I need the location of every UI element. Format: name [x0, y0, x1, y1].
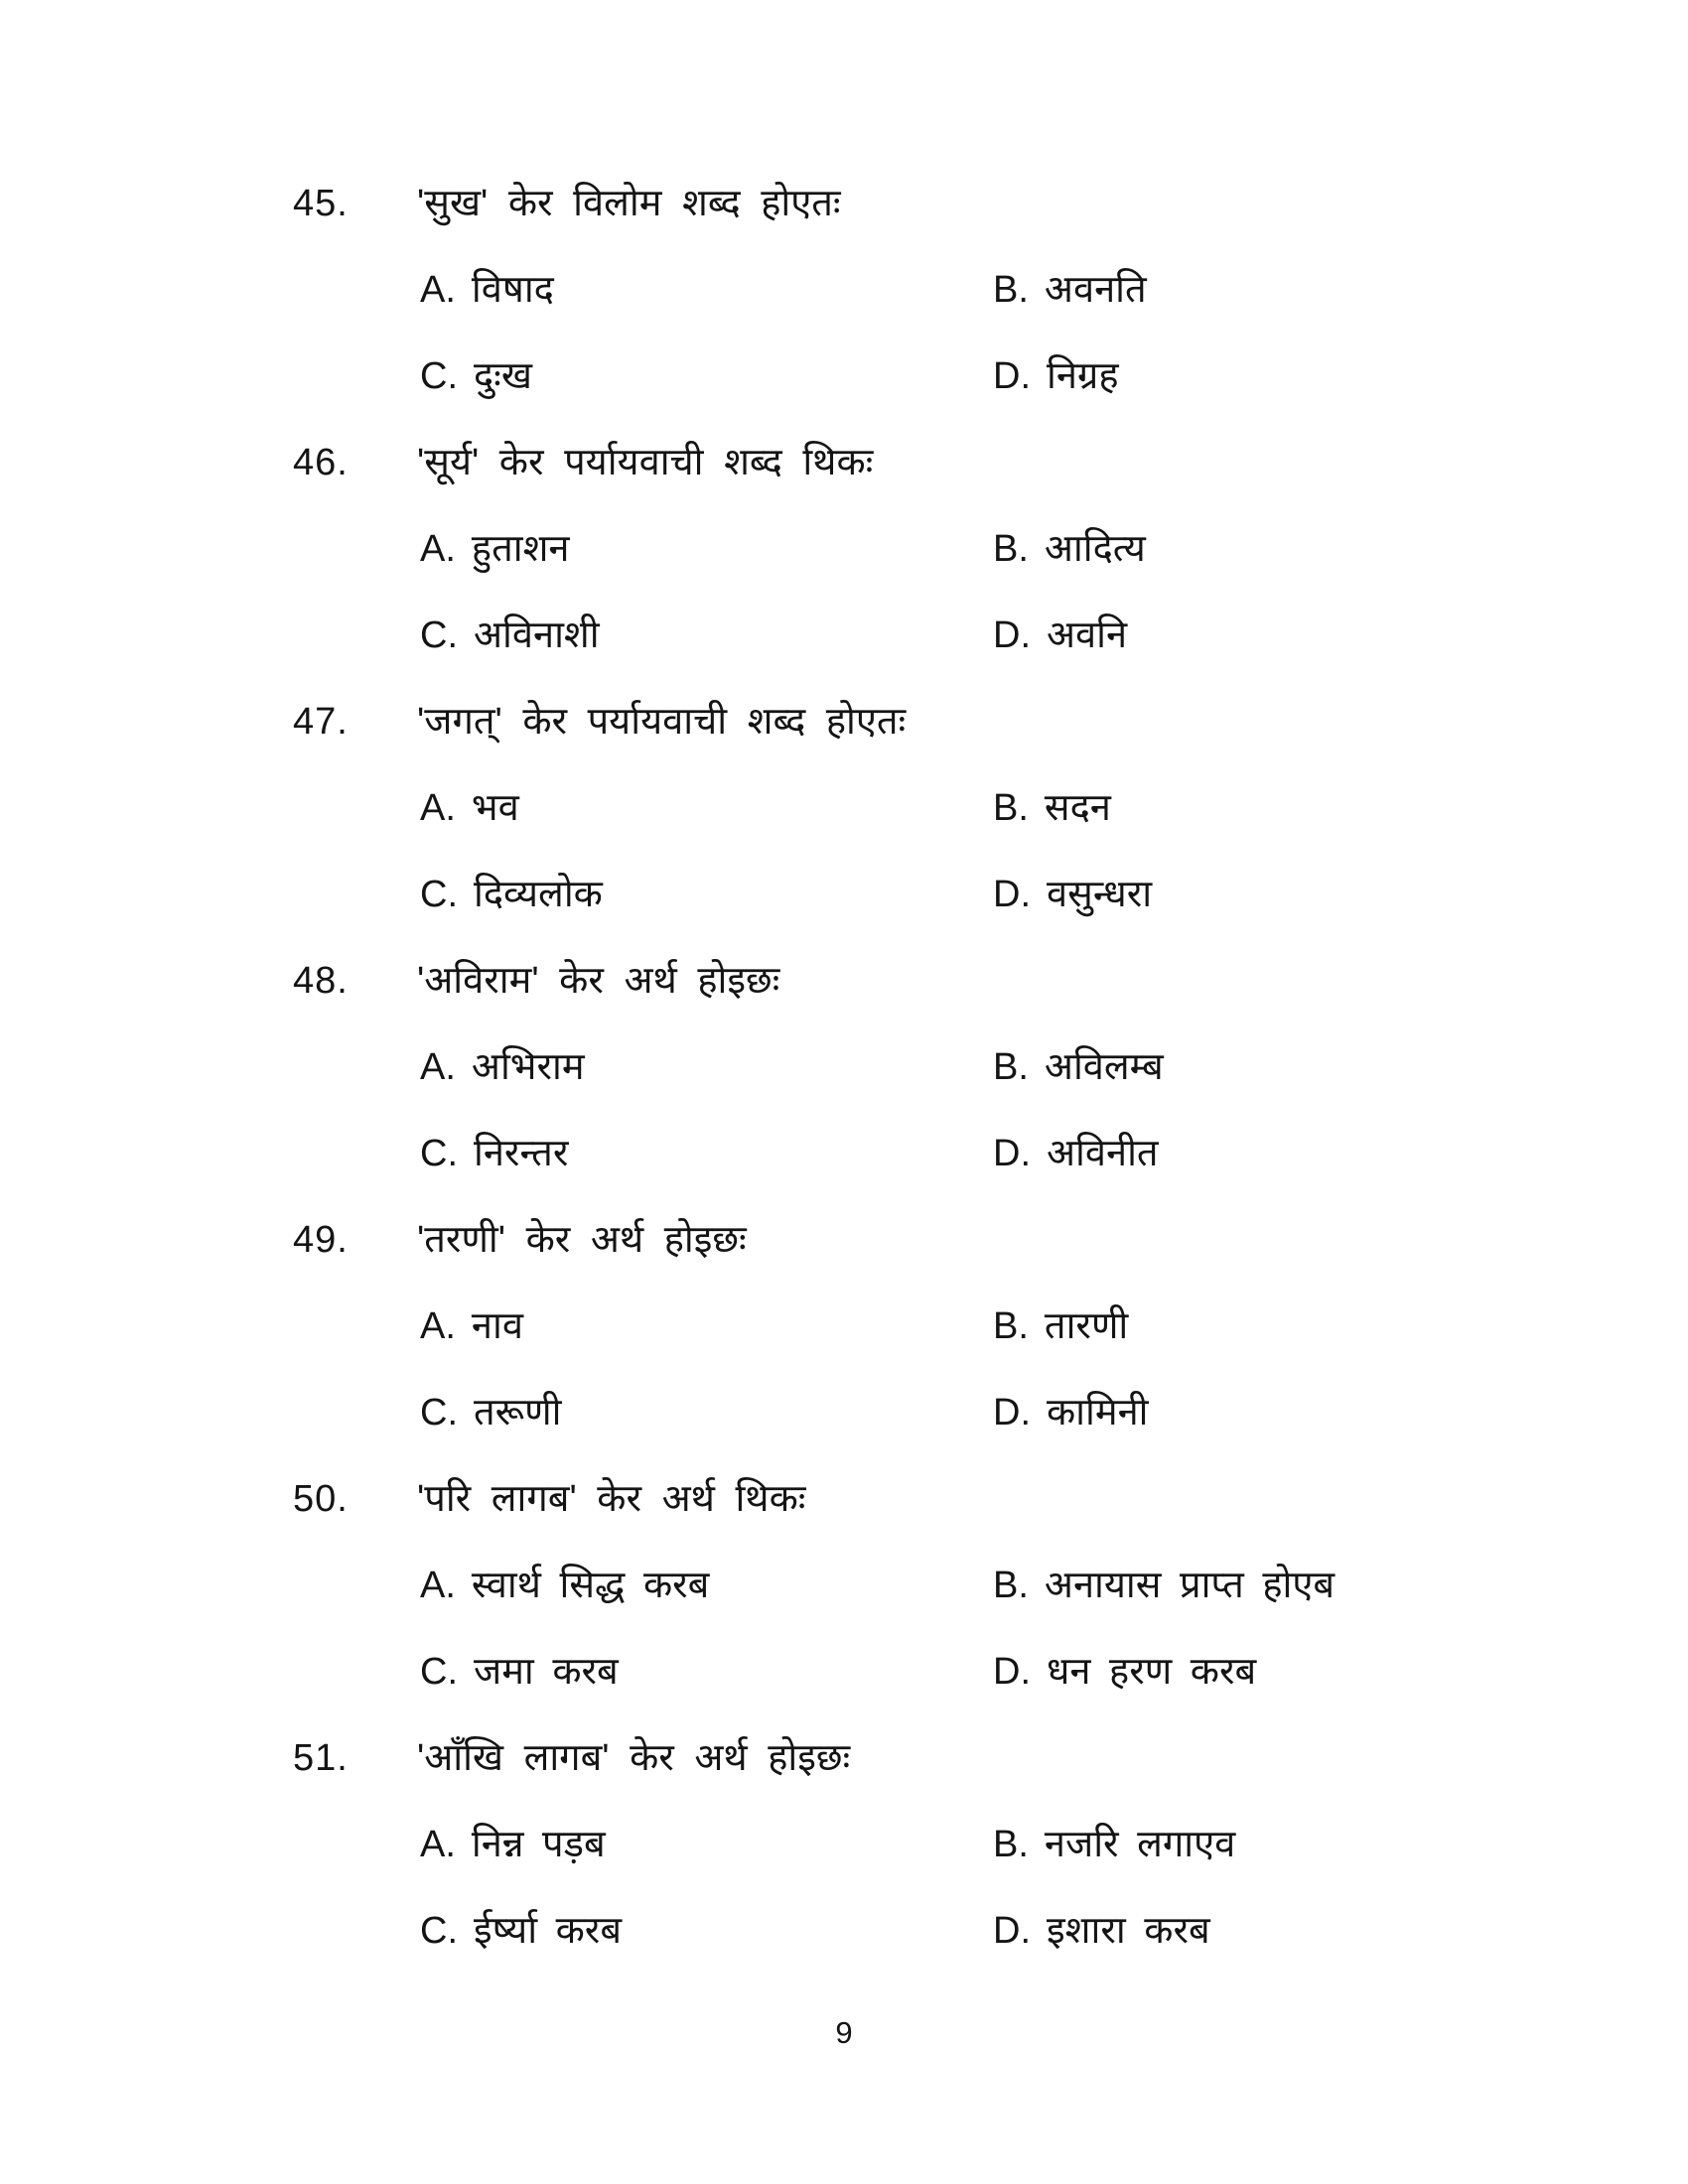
option-a — [420, 1046, 993, 1090]
option-text: आदित्य — [1044, 527, 1146, 570]
option-label: C. — [420, 1391, 458, 1433]
options-row-ab — [0, 765, 1688, 852]
option-label: C. — [420, 354, 458, 397]
question-row — [0, 161, 1688, 247]
option-text: अविलम्ब — [1044, 1045, 1164, 1088]
options-row-cd — [0, 1629, 1688, 1715]
question-text: 'सूर्य' केर पर्यायवाची शब्द थिकः — [417, 441, 874, 483]
option-text: इशारा करब — [1047, 1909, 1210, 1952]
option-c — [420, 1910, 993, 1954]
option-d — [993, 1392, 1149, 1435]
question-number: 49. — [293, 1218, 349, 1261]
question-number: 46. — [293, 441, 349, 483]
option-text: अवनति — [1044, 268, 1147, 311]
question-block-50 — [0, 1456, 1688, 1715]
question-block-51 — [0, 1715, 1688, 1975]
option-d — [993, 1910, 1210, 1954]
option-text: कामिनी — [1047, 1391, 1149, 1433]
option-a — [420, 1824, 993, 1867]
options-row-cd — [0, 1111, 1688, 1197]
option-label: D. — [993, 614, 1031, 656]
option-label: C. — [420, 614, 458, 656]
question-text: 'जगत्' केर पर्यायवाची शब्द होएतः — [417, 700, 907, 743]
option-b — [993, 787, 1111, 831]
option-b — [993, 1046, 1164, 1090]
option-label: D. — [993, 1132, 1031, 1174]
option-label: A. — [420, 1045, 456, 1088]
options-row-cd — [0, 852, 1688, 938]
question-text: 'परि लागब' केर अर्थ थिकः — [417, 1477, 806, 1520]
option-text: भव — [471, 786, 519, 829]
option-text: हुताशन — [471, 527, 570, 570]
option-label: B. — [993, 527, 1029, 570]
question-row — [0, 420, 1688, 506]
option-c — [420, 614, 993, 658]
option-label: B. — [993, 1564, 1029, 1606]
options-row-ab — [0, 1543, 1688, 1629]
option-text: निग्रह — [1047, 354, 1119, 397]
option-b — [993, 269, 1147, 313]
question-block-46 — [0, 420, 1688, 679]
question-text: 'तरणी' केर अर्थ होइछः — [417, 1218, 747, 1261]
option-text: नाव — [471, 1304, 523, 1347]
option-label: B. — [993, 268, 1029, 311]
option-text: अवनि — [1047, 614, 1128, 656]
option-c — [420, 1133, 993, 1176]
question-text: 'सुख' केर विलोम शब्द होएतः — [417, 182, 841, 224]
question-row — [0, 679, 1688, 765]
question-row — [0, 1456, 1688, 1543]
option-d — [993, 1651, 1256, 1695]
option-label: B. — [993, 1304, 1029, 1347]
question-row — [0, 1197, 1688, 1284]
option-label: A. — [420, 268, 456, 311]
options-row-ab — [0, 1802, 1688, 1888]
option-label: C. — [420, 873, 458, 915]
option-text: अनायास प्राप्त होएब — [1044, 1564, 1336, 1606]
option-label: A. — [420, 786, 456, 829]
option-a — [420, 1305, 993, 1349]
option-c — [420, 1392, 993, 1435]
question-number: 50. — [293, 1477, 349, 1520]
question-text: 'आँखि लागब' केर अर्थ होइछः — [417, 1736, 851, 1779]
option-text: स्वार्थ सिद्ध करब — [471, 1564, 710, 1606]
options-row-ab — [0, 1024, 1688, 1111]
option-text: दिव्यलोक — [474, 873, 603, 915]
option-label: D. — [993, 873, 1031, 915]
option-text: दुःख — [474, 354, 532, 397]
option-a — [420, 269, 993, 313]
question-block-47 — [0, 679, 1688, 938]
option-text: धन हरण करब — [1047, 1650, 1257, 1693]
option-label: A. — [420, 1564, 456, 1606]
question-block-48 — [0, 938, 1688, 1197]
option-label: A. — [420, 1304, 456, 1347]
question-number: 47. — [293, 700, 349, 743]
option-text: अविनाशी — [474, 614, 600, 656]
option-label: B. — [993, 1823, 1029, 1865]
question-text: 'अविराम' केर अर्थ होइछः — [417, 959, 780, 1002]
option-text: तरूणी — [474, 1391, 562, 1433]
option-text: ईर्ष्या करब — [474, 1909, 623, 1952]
option-a — [420, 528, 993, 572]
option-label: A. — [420, 1823, 456, 1865]
option-b — [993, 1824, 1235, 1867]
option-b — [993, 528, 1146, 572]
options-row-ab — [0, 506, 1688, 593]
question-number: 51. — [293, 1736, 349, 1779]
options-row-cd — [0, 593, 1688, 679]
option-b — [993, 1565, 1335, 1608]
question-number: 45. — [293, 182, 349, 224]
option-c — [420, 1651, 993, 1695]
option-text: अभिराम — [471, 1045, 585, 1088]
question-block-49 — [0, 1197, 1688, 1456]
option-label: C. — [420, 1909, 458, 1952]
option-b — [993, 1305, 1128, 1349]
option-label: B. — [993, 786, 1029, 829]
options-row-ab — [0, 247, 1688, 334]
option-d — [993, 614, 1127, 658]
option-d — [993, 355, 1119, 399]
option-text: वसुन्धरा — [1047, 873, 1153, 915]
options-row-cd — [0, 1888, 1688, 1975]
option-text: अविनीत — [1047, 1132, 1159, 1174]
options-row-ab — [0, 1284, 1688, 1370]
question-row — [0, 1715, 1688, 1802]
option-text: नजरि लगाएव — [1044, 1823, 1236, 1865]
option-text: तारणी — [1044, 1304, 1129, 1347]
question-row — [0, 938, 1688, 1024]
option-d — [993, 874, 1152, 917]
option-label: C. — [420, 1132, 458, 1174]
option-label: A. — [420, 527, 456, 570]
option-a — [420, 1565, 993, 1608]
option-text: जमा करब — [474, 1650, 619, 1693]
option-label: D. — [993, 1650, 1031, 1693]
option-text: निन्न पड़ब — [471, 1823, 606, 1865]
option-c — [420, 355, 993, 399]
option-c — [420, 874, 993, 917]
option-label: D. — [993, 1909, 1031, 1952]
option-a — [420, 787, 993, 831]
option-text: निरन्तर — [474, 1132, 569, 1174]
option-label: C. — [420, 1650, 458, 1693]
option-label: D. — [993, 354, 1031, 397]
question-number: 48. — [293, 959, 349, 1002]
page-number: 9 — [835, 2015, 853, 2050]
option-text: सदन — [1044, 786, 1111, 829]
option-label: D. — [993, 1391, 1031, 1433]
options-row-cd — [0, 334, 1688, 420]
option-label: B. — [993, 1045, 1029, 1088]
question-block-45 — [0, 161, 1688, 420]
options-row-cd — [0, 1370, 1688, 1456]
option-text: विषाद — [471, 268, 554, 311]
option-d — [993, 1133, 1159, 1176]
